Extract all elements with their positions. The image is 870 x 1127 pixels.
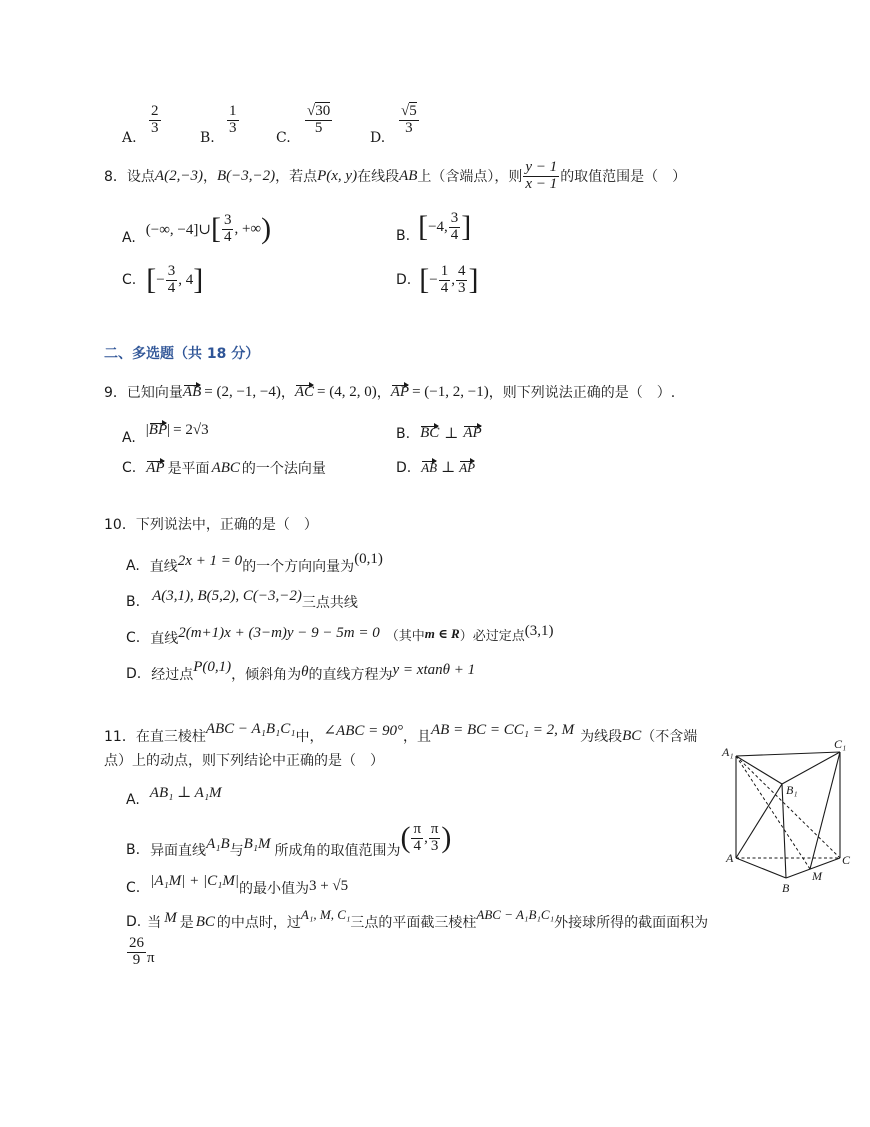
- label-c: C: [842, 853, 851, 867]
- q9-option-c: C. AP 是平面 ABC 的一个法向量: [122, 459, 326, 477]
- q7-option-d-label: D.: [370, 130, 386, 146]
- label-c1: C₁: [834, 740, 847, 751]
- q9-option-d: D. AB ⊥ AP: [396, 459, 476, 476]
- q11-option-a: A. AB₁ ⊥ A₁M: [126, 784, 222, 808]
- q7-option-b-fraction: $\frac{1}{3}$: [229, 103, 237, 136]
- section-heading-multiple-choice: 二、多选题（共 18 分）: [104, 346, 260, 362]
- label-a: A: [726, 851, 734, 865]
- q7-option-c-label: C.: [276, 130, 291, 146]
- label-b1: B₁: [786, 783, 798, 797]
- q11-option-c: C. |A₁M| + |C₁M| 的最小值为 3 + √5: [126, 872, 349, 897]
- q11-option-d-answer: $\frac{26}{9}$ π: [129, 935, 155, 968]
- edge-a-b1: [736, 784, 782, 858]
- q10-option-a: A. 直线 2x + 1 = 0 的一个方向向量为 (0,1): [126, 550, 383, 575]
- q11-stem: 11．在直三棱柱 ABC − A₁B₁C₁ 中， ∠ABC = 90° ，且 AB = BC = CC₁ = 2, M 为线段 BC （不含端: [104, 720, 698, 745]
- q8-option-a: A. (−∞, −4]∪ [ $\frac{3}{4}$ , +∞ ): [122, 211, 272, 246]
- q11-stem-line2: 点）上的动点，则下列结论中正确的是（ ）: [104, 753, 384, 769]
- q11-option-d: D. 当 M 是 BC 的中点时，过 A₁, M, C₁ 三点的平面截三棱柱 ABC − A₁B₁C₁ 外接球所得的截面面积为: [126, 907, 709, 931]
- q7-option-b-label: B.: [200, 130, 215, 146]
- q7-option-c-fraction: $\frac{√30}{5}$: [307, 103, 331, 136]
- edge-b1-c1: [782, 752, 840, 784]
- q8-option-c: C. [ − $\frac{3}{4}$ , 4 ]: [122, 263, 204, 297]
- q9-stem: 9．已知向量 AB = (2, −1, −4) ， AC = (4, 2, 0) ， AP = (−1, 2, −1) ，则下列说法正确的是（ ）.: [104, 383, 676, 401]
- q8-option-b: B. [ −4, $\frac{3}{4}$ ]: [396, 209, 472, 244]
- edge-a1-b1: [736, 756, 782, 784]
- q7-option-a-label: A.: [122, 130, 137, 146]
- label-m: M: [812, 869, 822, 883]
- label-a1: A₁: [722, 745, 734, 759]
- edge-a1-c-hidden: [736, 756, 840, 858]
- q8-option-d: D. [ − $\frac{1}{4}$ , $\frac{4}{3}$ ]: [396, 263, 479, 297]
- q10-option-d: D. 经过点 P(0,1) ，倾斜角为 θ 的直线方程为 y = xtanθ + 1: [126, 658, 476, 683]
- q11-option-b: B. 异面直线 A₁B 与 B₁M 所成角的取值范围为 ( $\frac{\pi}{4}$ , $\frac{\pi}{3}$ ): [126, 820, 452, 859]
- q7-option-d-fraction: $\frac{√5}{3}$: [401, 103, 417, 136]
- q9-option-b: B. BC ⊥ AP: [396, 425, 482, 442]
- q10-option-b: B. A(3,1), B(5,2), C(−3,−2) 三点共线: [126, 587, 358, 611]
- q9-option-a: A. | BP | = 2√3: [122, 421, 209, 446]
- prism-figure: [720, 740, 860, 900]
- edge-c1-m: [810, 752, 840, 869]
- edge-a-b: [736, 858, 786, 878]
- edge-a1-m-hidden: [736, 756, 810, 869]
- edge-a1-c1: [736, 752, 840, 756]
- q10-stem: 10．下列说法中，正确的是（ ）: [104, 517, 318, 533]
- label-b: B: [782, 881, 790, 895]
- q8-stem: 8．设点 A(2,−3) ， B(−3,−2) ，若点 P(x, y) 在线段 AB 上（含端点），则 $\frac{y - 1}{x - 1}$ 的取值范围是（ ）: [104, 159, 687, 192]
- q7-option-a-fraction: $\frac{2}{3}$: [151, 103, 159, 136]
- q10-option-c: C. 直线 2(m+1)x + (3−m)y − 9 − 5m = 0 （其中 m ∈ R ）必过定点 (3,1): [126, 622, 554, 647]
